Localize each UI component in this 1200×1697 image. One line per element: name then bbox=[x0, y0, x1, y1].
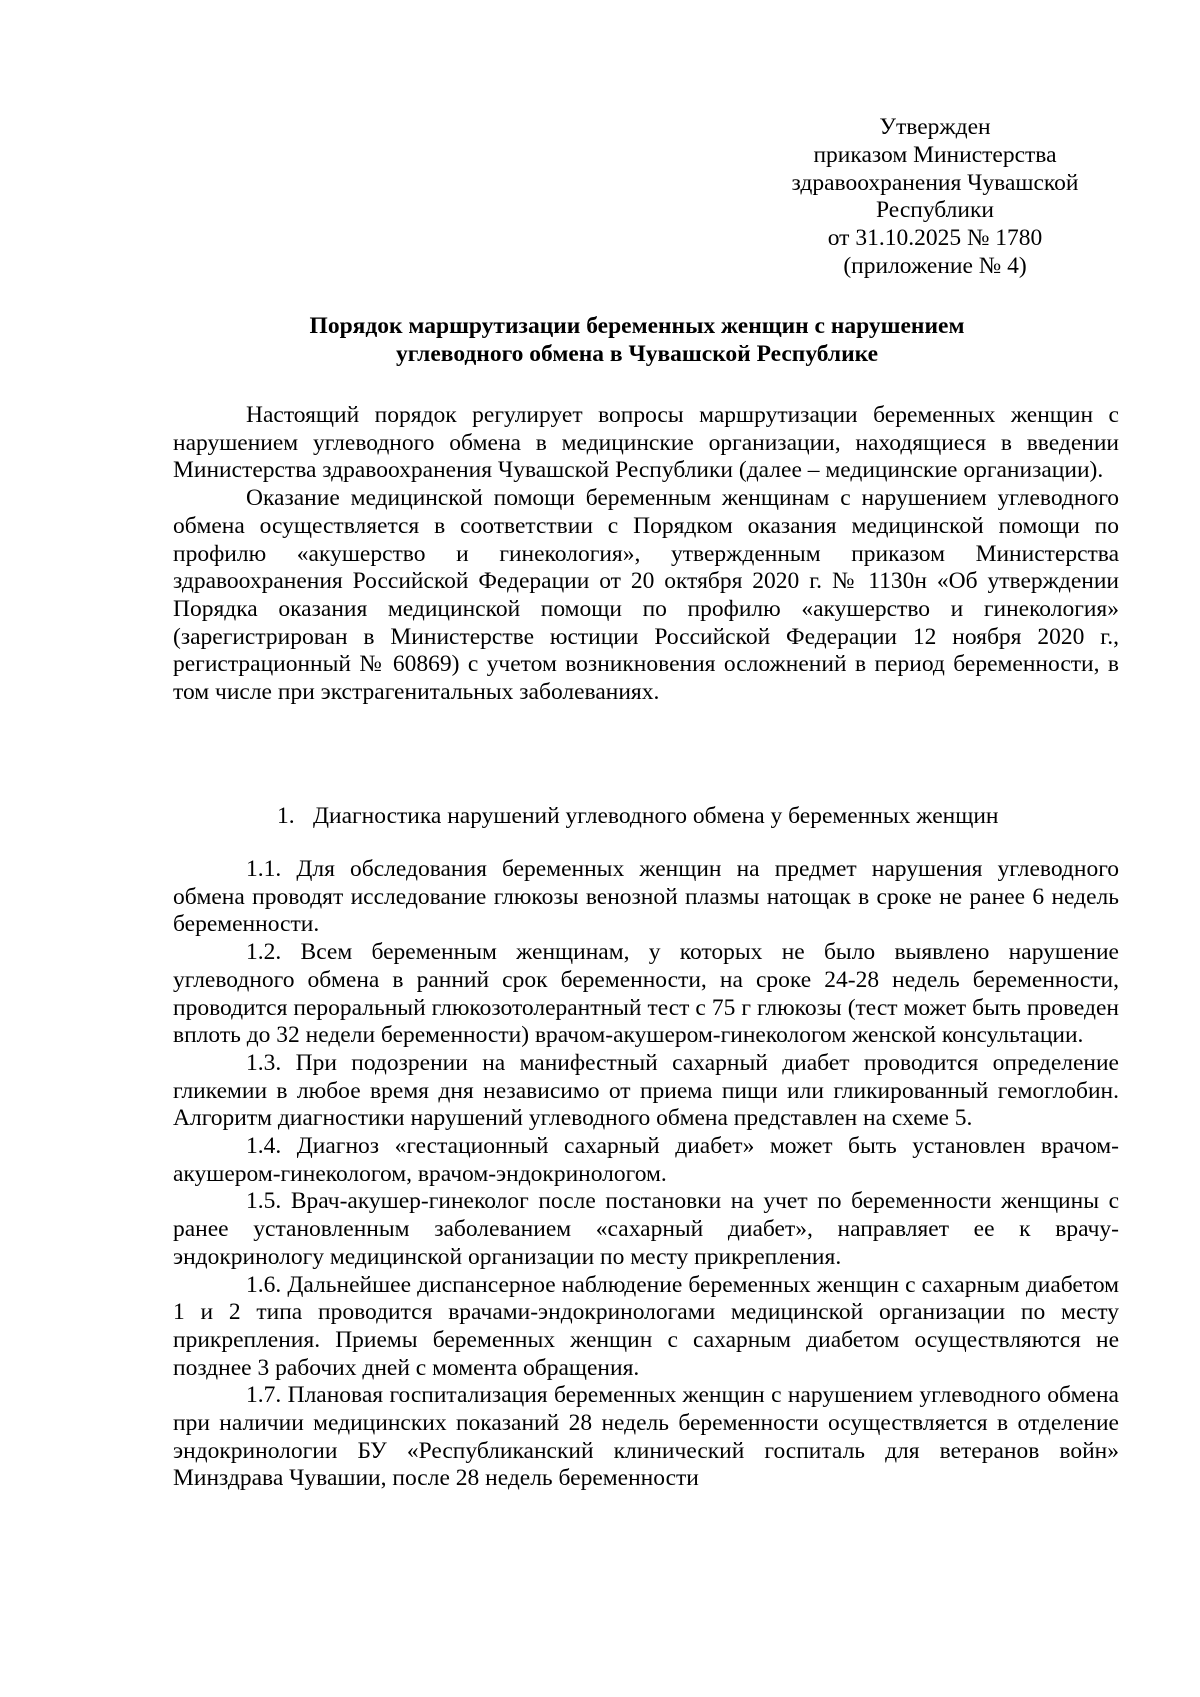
section-heading bbox=[173, 802, 1119, 830]
approval-line: (приложение № 4) bbox=[843, 252, 1027, 279]
section-title: Диагностика нарушений углеводного обмена у беременных женщин bbox=[313, 803, 999, 829]
list-item: 1.3. При подозрении на манифестный сахарный диабет проводится определение гликемии в любое время дня независимо от приема пищи или гликированный гемоглобин. Алгоритм диагностики нарушений углеводного обмена представлен на схеме 5. bbox=[173, 1049, 1119, 1132]
approval-line: Республики bbox=[876, 197, 994, 224]
title-line: Порядок маршрутизации беременных женщин с нарушением bbox=[309, 313, 965, 339]
intro-paragraph: Оказание медицинской помощи беременным женщинам с нарушением углеводного обмена осуществляется в соответствии с Порядком оказания медицинской помощи по профилю «акушерство и гинекология», утвержденным приказом Министерства здравоохранения Российской Федерации от 20 октября 2020 г. № 1130н «Об утверждении Порядка оказания медицинской помощи по профилю «акушерство и гинекология» (зарегистрирован в Министерстве юстиции Российской Федерации 12 ноября 2020 г., регистрационный № 60869) с учетом возникновения осложнений в период беременности, в том числе при экстрагенитальных заболеваниях. bbox=[173, 485, 1119, 706]
list-item: 1.5. Врач-акушер-гинеколог после постановки на учет по беременности женщины с ранее установленным заболеванием «сахарный диабет», направляет ее к врачу-эндокринологу медицинской организации по месту прикрепления. bbox=[173, 1188, 1119, 1270]
approval-line: приказом Министерства bbox=[813, 141, 1057, 168]
list-item: 1.6. Дальнейшее диспансерное наблюдение беременных женщин с сахарным диабетом 1 и 2 типа проводится врачами-эндокринологами медицинской организации по месту прикрепления. Приемы беременных женщин с сахарным диабетом осуществляются не позднее 3 рабочих дней с момента обращения. bbox=[173, 1271, 1119, 1381]
section-number: 1. bbox=[277, 803, 295, 829]
section-items bbox=[173, 856, 1119, 1493]
document-title bbox=[170, 312, 1104, 368]
list-item: 1.7. Плановая госпитализация беременных женщин с нарушением углеводного обмена при наличии медицинских показаний 28 недель беременности осуществляется в отделение эндокринологии БУ «Республиканский клинический госпиталь для ветеранов войн» Минздрава Чувашии, после 28 недель беременности bbox=[173, 1382, 1119, 1492]
approval-line: здравоохранения Чувашской bbox=[791, 169, 1079, 196]
approval-line: от 31.10.2025 № 1780 bbox=[827, 225, 1043, 252]
list-item: 1.1. Для обследования беременных женщин на предмет нарушения углеводного обмена проводят исследование глюкозы венозной плазмы натощак в сроке не ранее 6 недель беременности. bbox=[173, 856, 1119, 938]
approval-stamp bbox=[770, 114, 1100, 281]
intro-section bbox=[173, 402, 1119, 707]
list-item: 1.4. Диагноз «гестационный сахарный диабет» может быть установлен врачом-акушером-гинекологом, врачом-эндокринологом. bbox=[173, 1133, 1119, 1187]
title-line: углеводного обмена в Чувашской Республике bbox=[395, 341, 879, 367]
intro-paragraph: Настоящий порядок регулирует вопросы маршрутизации беременных женщин с нарушением углеводного обмена в медицинские организации, находящиеся в введении Министерства здравоохранения Чувашской Республики (далее – медицинские организации). bbox=[173, 402, 1119, 484]
list-item: 1.2. Всем беременным женщинам, у которых не было выявлено нарушение углеводного обмена в ранний срок беременности, на сроке 24-28 недель беременности, проводится пероральный глюкозотолерантный тест с 75 г глюкозы (тест может быть проведен вплоть до 32 недели беременности) врачом-акушером-гинекологом женской консультации. bbox=[173, 939, 1119, 1049]
approval-line: Утвержден bbox=[879, 114, 991, 140]
